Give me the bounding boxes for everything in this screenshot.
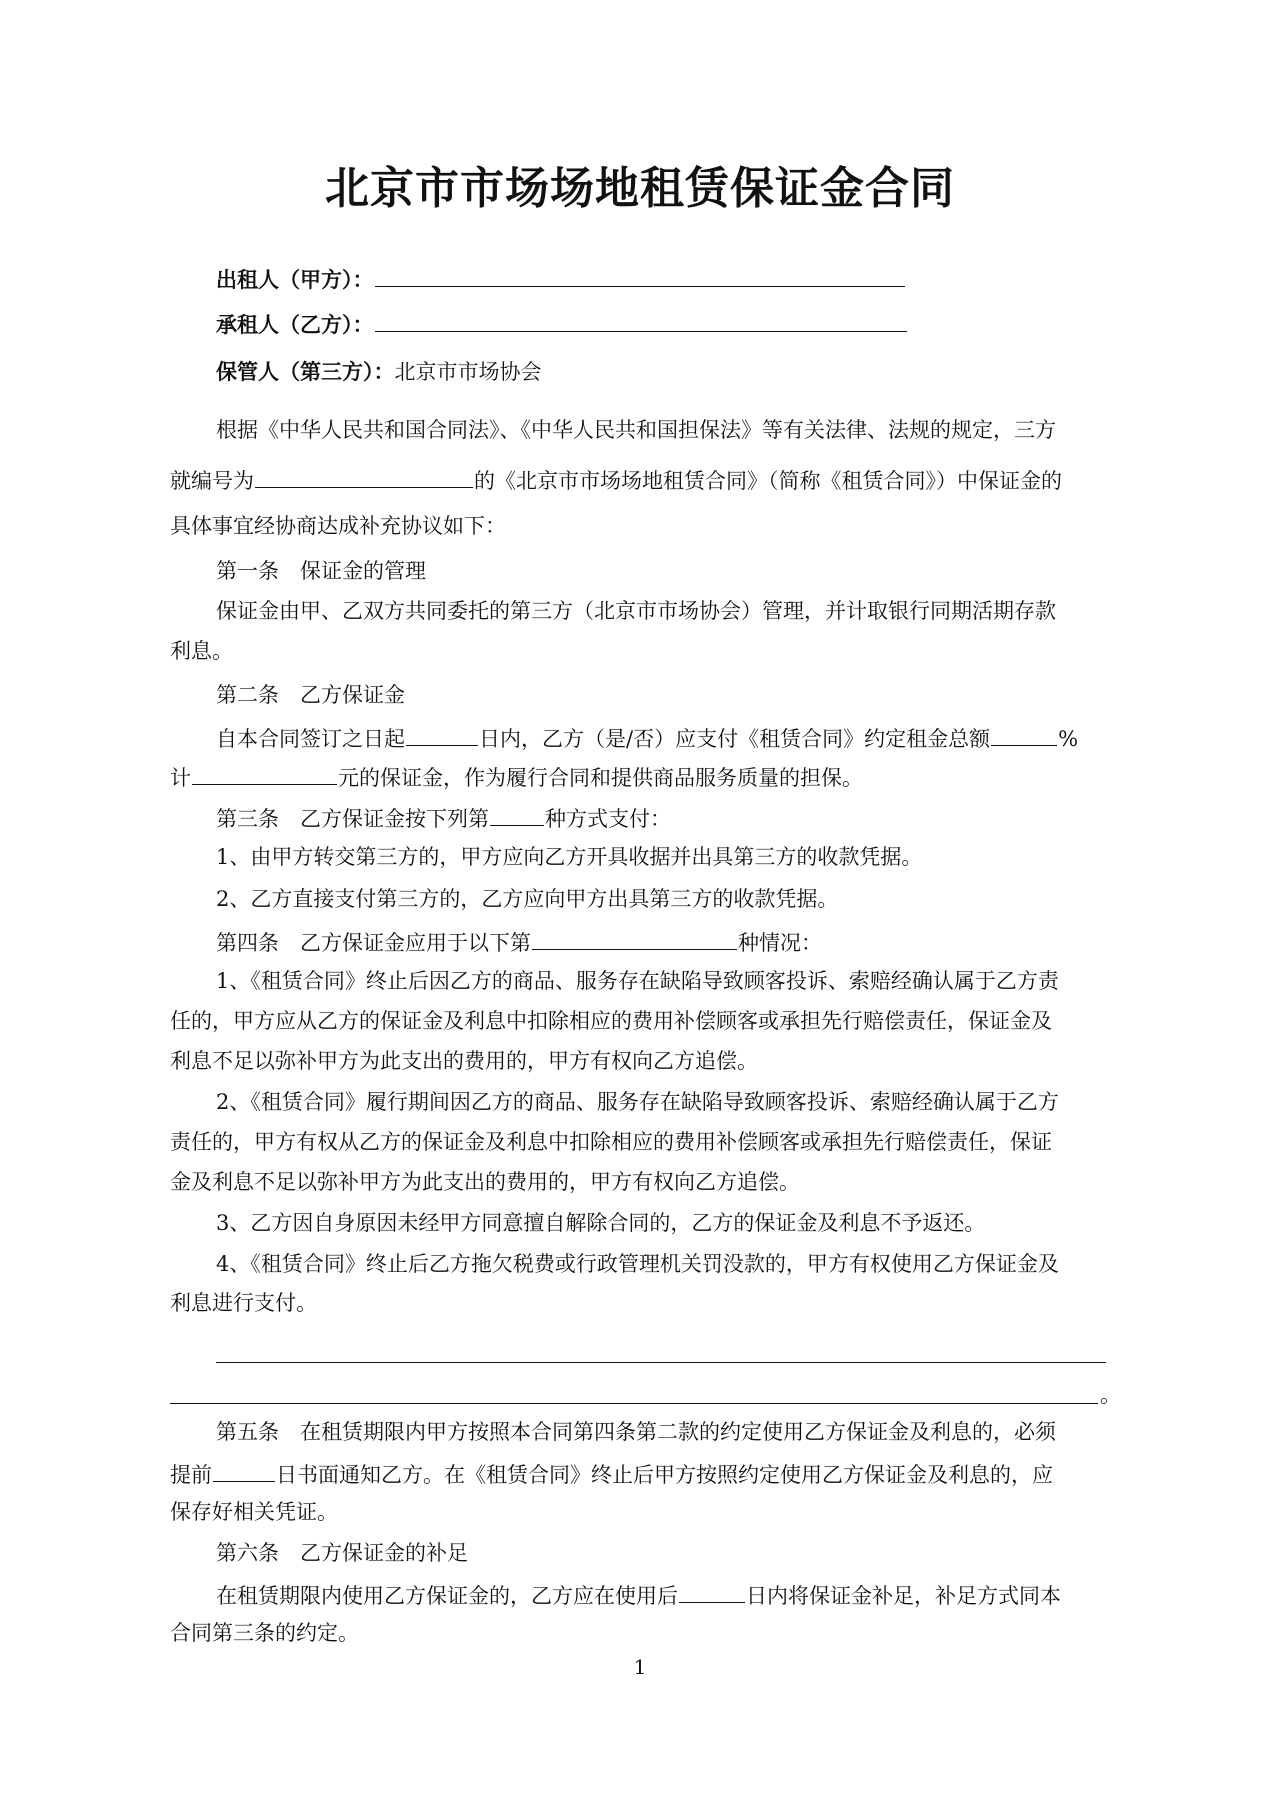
notice-days-blank[interactable] (213, 1457, 275, 1482)
article-4-case-3: 3、乙方因自身原因未经甲方同意擅自解除合同的，乙方的保证金及利息不予返还。 (216, 1211, 986, 1235)
article-1-heading: 第一条 保证金的管理 (216, 559, 426, 583)
article-5-line-3: 保存好相关凭证。 (170, 1500, 338, 1524)
amount-blank[interactable] (192, 760, 337, 785)
article-4-case-1-line-2: 任的，甲方应从乙方的保证金及利息中扣除相应的费用补偿顾客或承担先行赔偿责任，保证金及 (170, 1009, 1052, 1033)
intro-line-3: 具体事宜经协商达成补充协议如下： (170, 514, 506, 538)
article-6-heading: 第六条 乙方保证金的补足 (216, 1541, 468, 1565)
article-3-option-1: 1、由甲方转交第三方的，甲方应向乙方开具收据并出具第三方的收款凭据。 (216, 845, 923, 869)
other-case-end-mark: 。 (1100, 1383, 1121, 1407)
percent-blank[interactable] (991, 721, 1057, 746)
document-title: 北京市市场场地租赁保证金合同 (325, 163, 955, 214)
article-4-case-2-line-1: 2、《租赁合同》履行期间因乙方的商品、服务存在缺陷导致顾客投诉、索赔经确认属于乙方 (216, 1090, 1059, 1114)
article-6-line-2: 合同第三条的约定。 (170, 1621, 359, 1645)
lessor-blank[interactable] (375, 262, 905, 287)
article-5-line-2: 提前 日书面通知乙方。在《租赁合同》终止后甲方按照约定使用乙方保证金及利息的，应 (170, 1457, 1053, 1490)
article-2-line-1: 自本合同签订之日起 日内，乙方（是/否）应支付《租赁合同》约定租金总额 % (216, 721, 1078, 754)
other-case-blank-1[interactable] (216, 1362, 1106, 1363)
article-4-case-4-line-1: 4、《租赁合同》终止后乙方拖欠税费或行政管理机关罚没款的，甲方有权使用乙方保证金及 (216, 1252, 1059, 1276)
article-1-line-2: 利息。 (170, 639, 233, 663)
article-4-case-1-line-3: 利息不足以弥补甲方为此支出的费用的，甲方有权向乙方追偿。 (170, 1049, 758, 1073)
days-blank[interactable] (406, 721, 478, 746)
intro-line-1: 根据《中华人民共和国合同法》、《中华人民共和国担保法》等有关法律、法规的规定，三方 (216, 418, 1056, 442)
usage-case-blank[interactable] (532, 925, 737, 950)
article-4-heading: 第四条 乙方保证金应用于以下第 种情况： (216, 925, 822, 958)
payment-method-blank[interactable] (490, 801, 544, 826)
article-2-line-2: 计 元的保证金，作为履行合同和提供商品服务质量的担保。 (170, 760, 863, 793)
page-number: 1 (633, 1655, 647, 1679)
replenish-days-blank[interactable] (679, 1578, 745, 1603)
intro-line-2: 就编号为 的《北京市市场场地租赁合同》（简称《租赁合同》）中保证金的 (170, 463, 1062, 496)
article-1-line-1: 保证金由甲、乙双方共同委托的第三方（北京市市场协会）管理，并计取银行同期活期存款 (216, 599, 1056, 623)
lessor-line (216, 262, 906, 295)
other-case-blank-2[interactable] (170, 1403, 1098, 1404)
article-3-option-2: 2、乙方直接支付第三方的，乙方应向甲方出具第三方的收款凭据。 (216, 887, 839, 911)
custodian-value: 北京市市场协会 (394, 360, 542, 384)
article-5-line-1: 第五条 在租赁期限内甲方按照本合同第四条第二款的约定使用乙方保证金及利息的，必须 (216, 1420, 1056, 1444)
article-6-line-1: 在租赁期限内使用乙方保证金的，乙方应在使用后 日内将保证金补足，补足方式同本 (216, 1578, 1061, 1611)
contract-number-blank[interactable] (255, 463, 473, 488)
lessee-line (216, 307, 908, 340)
article-2-heading: 第二条 乙方保证金 (216, 683, 405, 707)
article-4-case-4-line-2: 利息进行支付。 (170, 1291, 317, 1315)
lessee-label: 承租人（乙方）： (216, 313, 374, 337)
lessor-label: 出租人（甲方）： (216, 268, 374, 292)
custodian-label: 保管人（第三方）： (216, 360, 395, 384)
custodian-line (216, 357, 542, 387)
article-3-heading: 第三条 乙方保证金按下列第 种方式支付： (216, 801, 671, 834)
lessee-blank[interactable] (375, 307, 907, 332)
article-4-case-2-line-2: 责任的，甲方有权从乙方的保证金及利息中扣除相应的费用补偿顾客或承担先行赔偿责任，保证 (170, 1130, 1052, 1154)
article-4-case-1-line-1: 1、《租赁合同》终止后因乙方的商品、服务存在缺陷导致顾客投诉、索赔经确认属于乙方责 (216, 969, 1059, 993)
article-4-case-2-line-3: 金及利息不足以弥补甲方为此支出的费用的，甲方有权向乙方追偿。 (170, 1170, 800, 1194)
